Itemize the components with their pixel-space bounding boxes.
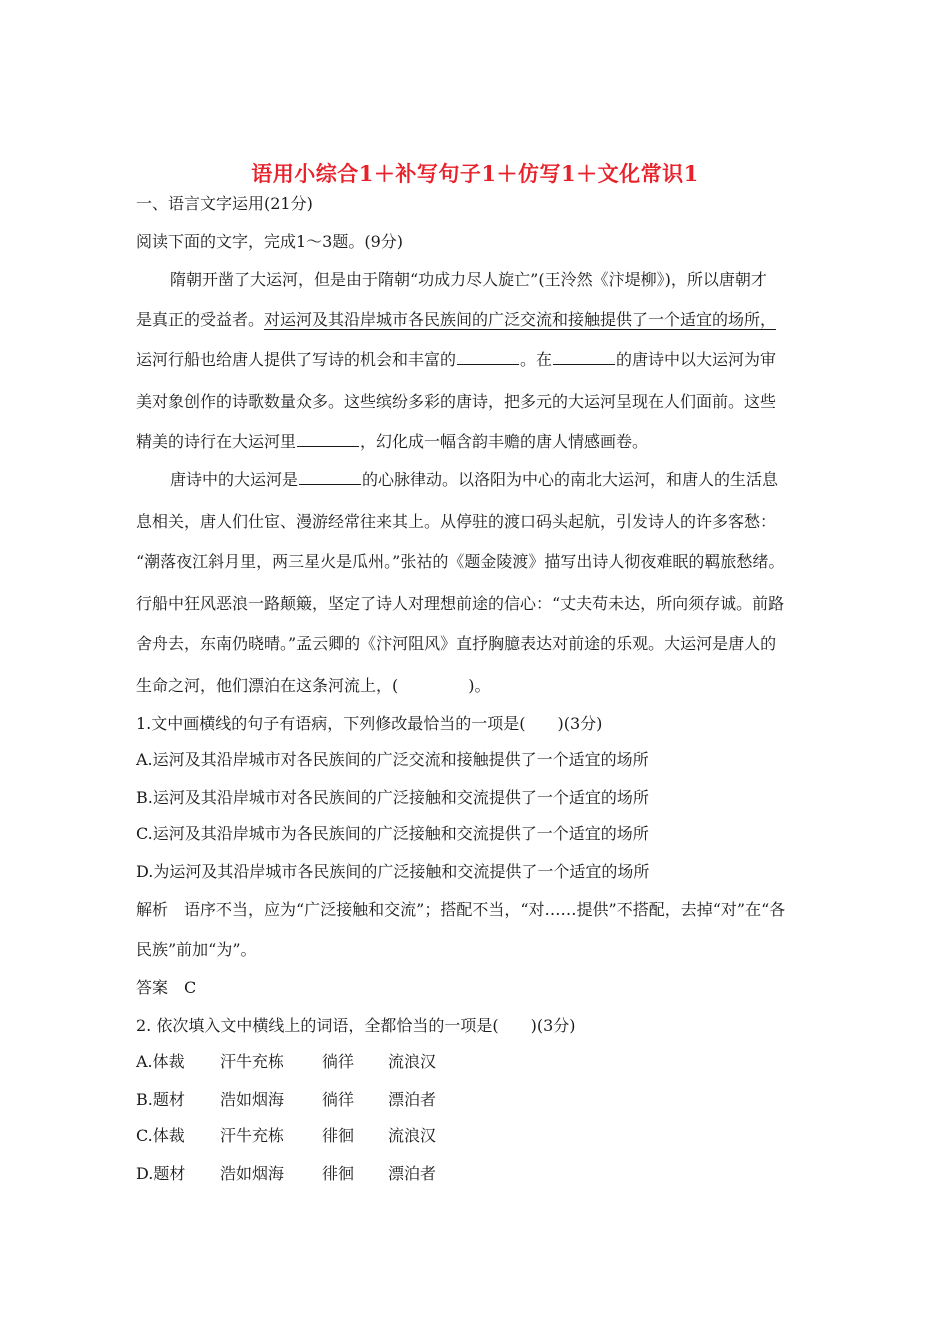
q1-option-c: C.运河及其沿岸城市为各民族间的广泛接触和交流提供了一个适宜的场所 (136, 824, 649, 843)
fill-blank (457, 350, 519, 365)
passage-line (136, 432, 648, 452)
underlined-sentence: 对运河及其沿岸城市各民族间的广泛交流和接触提供了一个适宜的场所， (264, 310, 777, 329)
passage-line: “潮落夜江斜月里，两三星火是瓜州。”张祜的《题金陵渡》描写出诗人彻夜难眠的羁旅愁绪。 (136, 552, 785, 571)
q2-option-word: 浩如烟海 (220, 1090, 285, 1109)
passage-line: 美对象创作的诗歌数量众多。这些缤纷多彩的唐诗，把多元的大运河呈现在人们面前。这些 (136, 392, 777, 411)
fill-blank (553, 350, 615, 365)
passage-text: 。在 (520, 350, 553, 369)
passage-text: 生命之河，他们漂泊在这条河流上，( (136, 676, 399, 695)
question-1-stem: 1.文中画横线的句子有语病，下列修改最恰当的一项是( )(3分) (136, 714, 603, 733)
q2-option-word: 流浪汉 (388, 1052, 437, 1071)
q2-option-word: 汗牛充栋 (220, 1126, 285, 1145)
passage-text: 运河行船也给唐人提供了写诗的机会和丰富的 (136, 350, 457, 369)
question-2-stem: 2. 依次填入文中横线上的词语，全都恰当的一项是( )(3分) (136, 1016, 576, 1035)
q1-analysis: 民族”前加“为”。 (136, 940, 257, 959)
q1-analysis: 解析 语序不当，应为“广泛接触和交流”；搭配不当，“对……提供”不搭配，去掉“对”在“各 (136, 900, 786, 919)
passage-text: 是真正的受益者。 (136, 310, 265, 329)
passage-line (170, 470, 778, 490)
q1-option-b: B.运河及其沿岸城市对各民族间的广泛接触和交流提供了一个适宜的场所 (136, 788, 649, 807)
section-heading: 一、语言文字运用(21分) (136, 194, 313, 213)
q2-option-word: 徘徊 (322, 1126, 355, 1145)
q1-option-a: A.运河及其沿岸城市对各民族间的广泛交流和接触提供了一个适宜的场所 (136, 750, 649, 769)
q2-option-label: A.体裁 (136, 1052, 185, 1071)
q2-option-word: 漂泊者 (388, 1090, 437, 1109)
passage-line (136, 310, 776, 330)
passage-line (136, 350, 776, 370)
q1-option-d: D.为运河及其沿岸城市各民族间的广泛接触和交流提供了一个适宜的场所 (136, 862, 650, 881)
q2-option-word: 汗牛充栋 (220, 1052, 285, 1071)
q2-option-word: 徘徊 (322, 1164, 355, 1183)
q2-option-label: B.题材 (136, 1090, 185, 1109)
q2-option-word: 徜徉 (322, 1052, 355, 1071)
passage-text: 精美的诗行在大运河里 (136, 432, 297, 451)
passage-line: 行船中狂风恶浪一路颠簸，坚定了诗人对理想前途的信心：“丈夫苟未达，所向须存诚。前路 (136, 594, 785, 613)
q2-option-word: 漂泊者 (388, 1164, 437, 1183)
fill-blank (299, 470, 361, 485)
passage-line: 息相关，唐人们仕宦、漫游经常往来其上。从停驻的渡口码头起航，引发诗人的许多客愁： (136, 512, 777, 531)
passage-text: )。 (468, 676, 491, 695)
passage-text: ，幻化成一幅含韵丰赡的唐人情感画卷。 (360, 432, 649, 451)
q2-option-word: 徜徉 (322, 1090, 355, 1109)
reading-instruction: 阅读下面的文字，完成1～3题。(9分) (136, 232, 404, 251)
q2-option-label: D.题材 (136, 1164, 186, 1183)
q2-option-word: 浩如烟海 (220, 1164, 285, 1183)
document-title: 语用小综合1＋补写句子1＋仿写1＋文化常识1 (251, 161, 699, 186)
passage-line: 隋朝开凿了大运河，但是由于隋朝“功成力尽人旋亡”(王泠然《汴堤柳》)，所以唐朝才 (170, 270, 767, 289)
q1-answer: 答案 C (136, 978, 197, 997)
passage-line (136, 676, 491, 696)
passage-line: 舍舟去，东南仍晓晴。”孟云卿的《汴河阻风》直抒胸臆表达对前途的乐观。大运河是唐人的 (136, 634, 777, 653)
passage-text: 的唐诗中以大运河为审 (616, 350, 777, 369)
fill-blank (297, 432, 359, 447)
passage-text: 的心脉律动。以洛阳为中心的南北大运河，和唐人的生活息 (362, 470, 779, 489)
q2-option-label: C.体裁 (136, 1126, 185, 1145)
q2-option-word: 流浪汉 (388, 1126, 437, 1145)
passage-text: 唐诗中的大运河是 (170, 470, 299, 489)
